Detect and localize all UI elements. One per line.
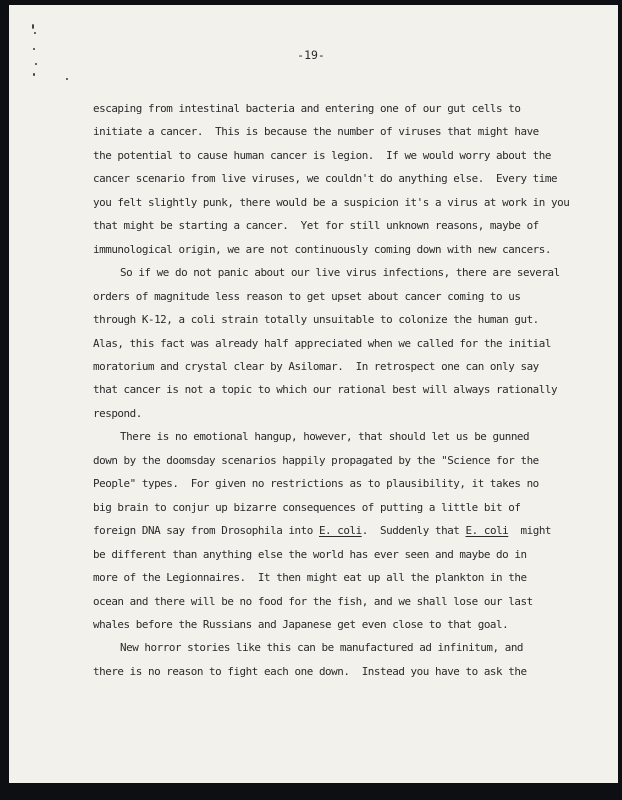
margin-mark (34, 32, 36, 34)
text-line: that cancer is not a topic to which our rational best will always rationally (93, 383, 558, 397)
text-line: Alas, this fact was already half appreciated when we called for the initial (93, 336, 552, 350)
text-line: more of the Legionnaires. It then might eat up all the plankton in the (93, 571, 527, 585)
underlined-term: E. coli (318, 524, 362, 538)
text-line: New horror stories like this can be manufactured ad infinitum, and (120, 641, 524, 655)
text-line: escaping from intestinal bacteria and entering one of our gut cells to (93, 102, 521, 115)
text-line: there is no reason to fight each one down. Instead you have to ask the (93, 664, 527, 678)
text-line: be different than anything else the world has ever seen and maybe do in (93, 547, 527, 561)
text-line: that might be starting a cancer. Yet for still unknown reasons, maybe of (93, 219, 539, 233)
text-line: down by the doomsday scenarios happily propagated by the "Science for the (93, 453, 539, 467)
text-line: immunological origin, we are not continuously coming down with new cancers. (93, 242, 552, 256)
text-line: moratorium and crystal clear by Asilomar. In retrospect one can only say (93, 359, 539, 373)
text-line: initiate a cancer. This is because the number of viruses that might have (93, 125, 539, 139)
underlined-term: E. coli (465, 524, 509, 538)
text-line: orders of magnitude less reason to get upset about cancer coming to us (93, 289, 521, 303)
paragraph-3 (93, 425, 573, 636)
paragraph-1 (93, 97, 573, 261)
paragraph-2 (93, 261, 573, 425)
margin-mark (32, 24, 34, 29)
text-segment: might (508, 524, 552, 538)
text-line: whales before the Russians and Japanese get even close to that goal. (93, 617, 509, 631)
text-line: you felt slightly punk, there would be a suspicion it's a virus at work in you (93, 195, 570, 209)
paragraph-4 (93, 636, 573, 683)
text-line (93, 519, 573, 542)
text-line: big brain to conjur up bizarre consequences of putting a little bit of (93, 500, 521, 514)
margin-mark (33, 73, 35, 76)
text-segment: . Suddenly that (361, 524, 466, 538)
text-segment: foreign DNA say from Drosophila into (93, 524, 319, 538)
text-line: respond. (93, 406, 142, 420)
margin-mark (35, 63, 37, 65)
body-text (93, 97, 573, 683)
margin-mark (66, 78, 68, 80)
text-line: ocean and there will be no food for the fish, and we shall lose our last (93, 594, 533, 608)
text-line: People" types. For given no restrictions as to plausibility, it takes no (93, 477, 539, 491)
page-number: -19- (297, 48, 325, 62)
text-line: cancer scenario from live viruses, we couldn't do anything else. Every time (93, 172, 558, 186)
text-line: There is no emotional hangup, however, that should let us be gunned (120, 430, 530, 444)
text-line: So if we do not panic about our live virus infections, there are several (120, 266, 560, 280)
text-line: the potential to cause human cancer is legion. If we would worry about the (93, 148, 552, 162)
text-line: through K-12, a coli strain totally unsuitable to colonize the human gut. (93, 313, 539, 327)
